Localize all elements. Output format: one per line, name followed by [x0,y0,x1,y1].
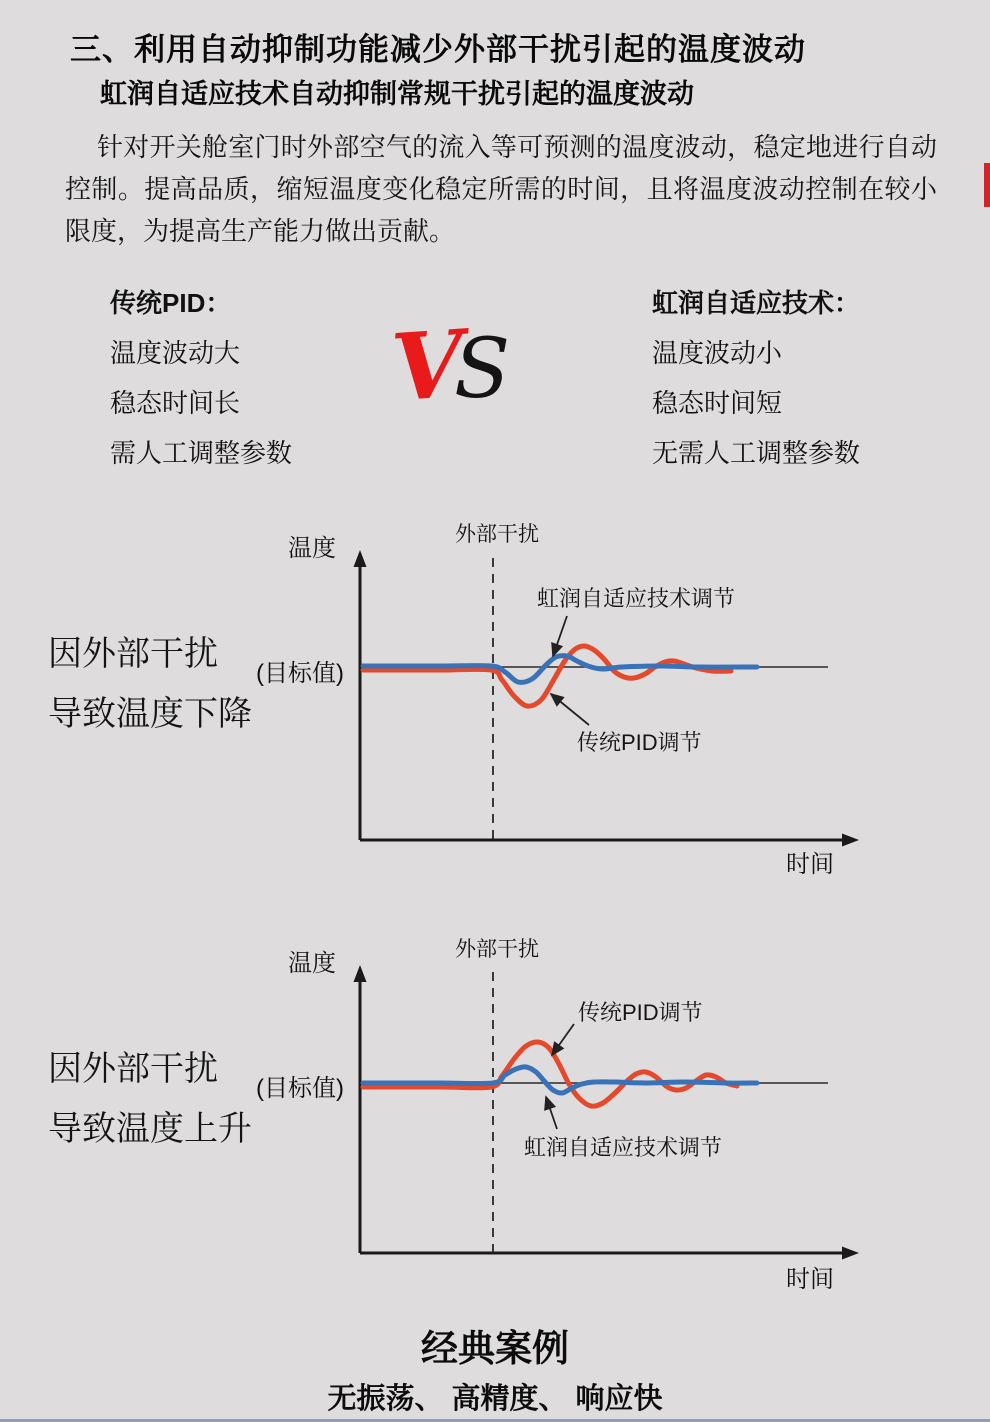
vs-letter-s: S [454,322,511,417]
x-axis-arrow-icon [842,1247,859,1260]
annotation-adaptive: 虹润自适应技术调节 [524,1135,723,1160]
comparison-right-item: 无需人工调整参数 [652,438,861,468]
comparison-left-item: 需人工调整参数 [110,438,293,468]
page-title: 三、利用自动抑制功能减少外部干扰引起的温度波动 [70,32,806,67]
vs-letter-v: V [388,309,468,423]
annotation-adaptive: 虹润自适应技术调节 [537,586,736,611]
pid-curve [363,646,731,706]
x-axis-arrow-icon [842,834,859,847]
annotation-arrow-pid [551,694,589,725]
target-value-label: (目标值) [256,660,344,687]
disturbance-label: 外部干扰 [455,523,539,546]
y-axis-arrow-icon [354,550,367,567]
page-subtitle: 虹润自适应技术自动抑制常规干扰引起的温度波动 [100,79,694,109]
comparison-left-item: 稳态时间长 [110,388,241,418]
chart-temperature-rise [0,925,990,1315]
chart-side-caption: 因外部干扰 导致温度下降 [48,635,252,733]
intro-paragraph: 针对开关舱室门时外部空气的流入等可预测的温度波动，稳定地进行自动控制。提高品质，缩短温度变化稳定所需的时间，且将温度波动控制在较小限度，为提高生产能力做出贡献。 [65,132,937,246]
comparison-right-item: 稳态时间短 [652,388,783,418]
annotation-pid: 传统PID调节 [577,730,702,755]
disturbance-label: 外部干扰 [455,938,539,961]
chart-side-caption: 因外部干扰 导致温度上升 [48,1050,252,1148]
target-value-label: (目标值) [256,1075,344,1102]
y-axis-label: 温度 [288,535,336,562]
comparison-right-item: 温度波动小 [652,338,783,368]
comparison-left-column [110,278,292,478]
x-axis-label: 时间 [786,851,834,878]
y-axis-arrow-icon [354,965,367,982]
classic-case-subtitle: 无振荡、 高精度、 响应快 [327,1383,663,1415]
annotation-arrow-adaptive [553,616,567,656]
comparison-right-title: 虹润自适应技术： [652,288,861,318]
annotation-arrow-pid [552,1024,574,1055]
comparison-right-column [652,278,860,478]
page-edge-red-marker [984,163,990,207]
comparison-left-item: 温度波动大 [110,338,241,368]
annotation-arrow-adaptive [546,1097,557,1129]
chart-temperature-drop [0,510,990,900]
vs-mark [388,309,532,428]
y-axis-label: 温度 [288,950,336,977]
comparison-left-title: 传统PID： [110,288,232,318]
pid-curve [363,1042,737,1106]
x-axis-label: 时间 [786,1266,834,1293]
classic-case-title: 经典案例 [421,1328,569,1369]
annotation-pid: 传统PID调节 [578,1000,703,1025]
